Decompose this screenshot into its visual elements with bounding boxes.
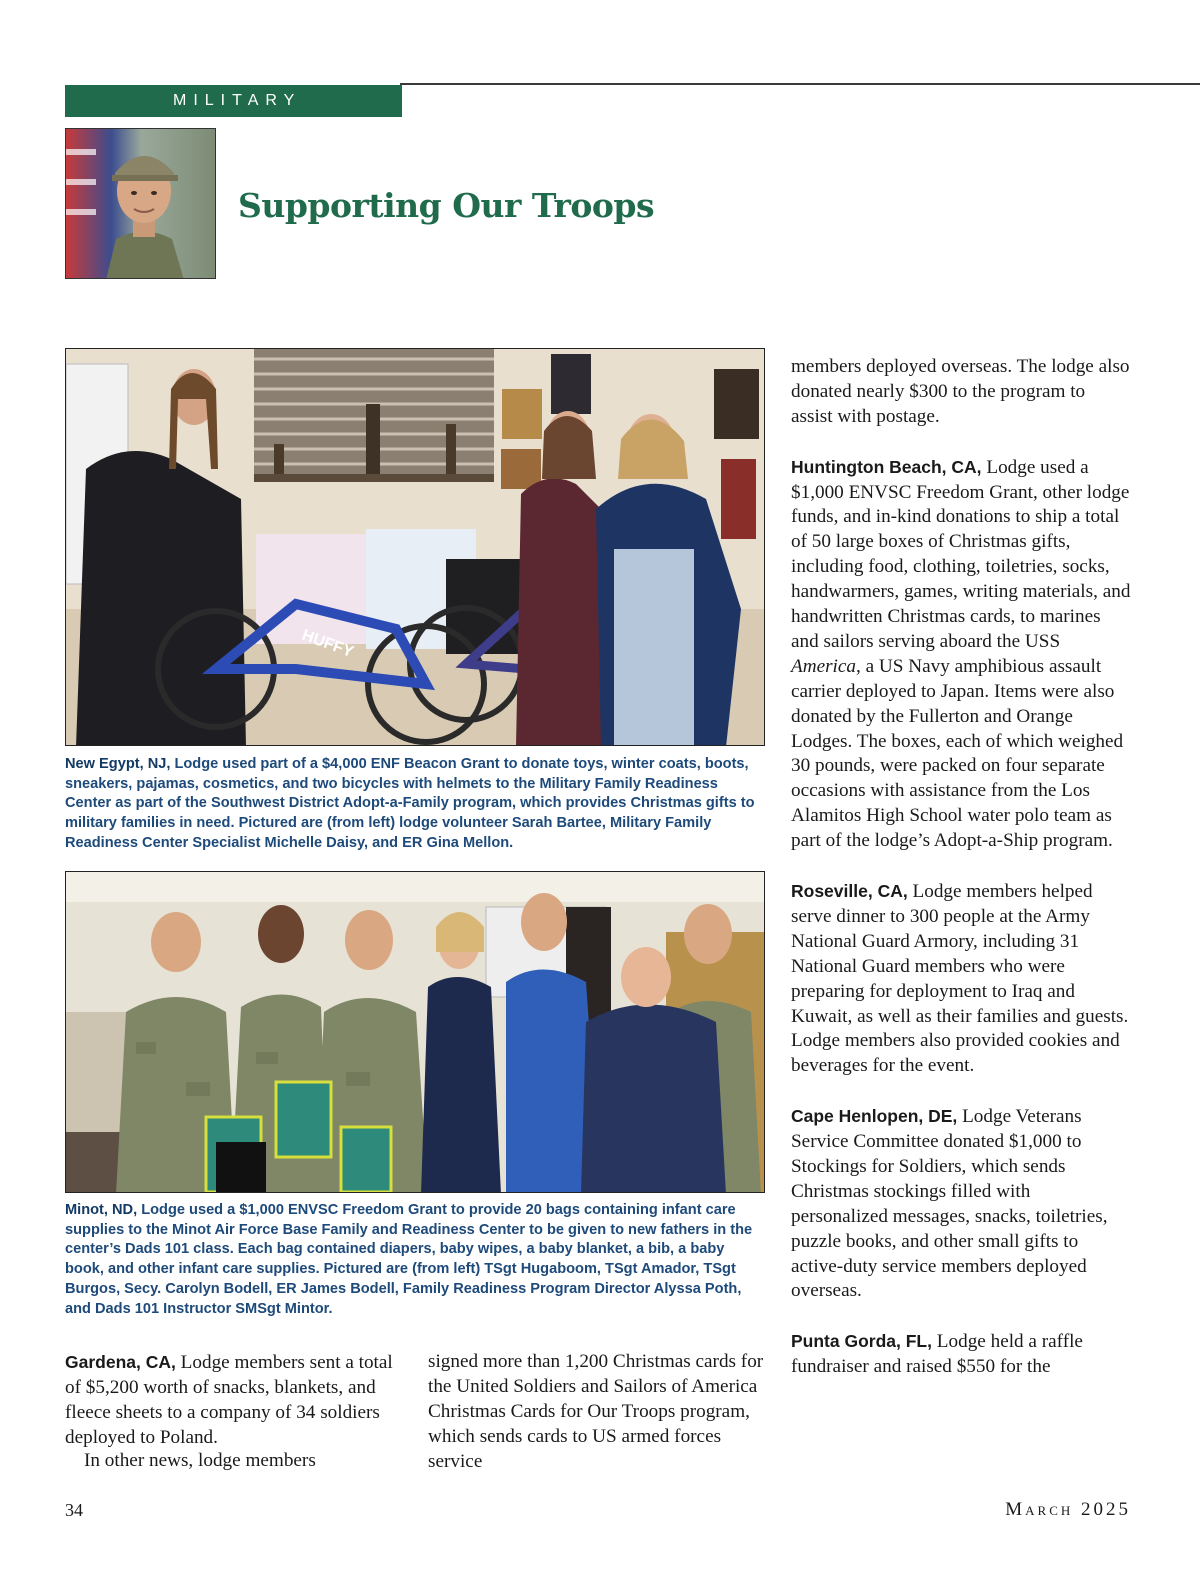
section-label: MILITARY <box>65 85 402 117</box>
huntington-text-1: Lodge used a $1,000 ENVSC Freedom Grant, other lodge funds, and in-kind donations to ship a total of 50 large boxes of Christmas gifts, including food, clothing, toiletries, socks, handwarmers, games, writing materials, and handwritten Christmas cards, to marines and sailors serving aboard the USS <box>791 456 1131 652</box>
article-column-3 <box>791 355 1131 1380</box>
new-egypt-caption <box>65 755 765 854</box>
gardena-more-part1 <box>65 1449 403 1474</box>
issue-date: March 2025 <box>1005 1499 1131 1520</box>
top-rule <box>400 83 1200 85</box>
roseville-text: Lodge members helped serve dinner to 300 people at the Army National Guard Armory, including 31 National Guard members who were preparing for deployment to Iraq and Kuwait, as well as their families and guests. Lodge members also provided cookies and beverages for the event. <box>791 881 1129 1077</box>
punta-gorda-location: Punta Gorda, FL, <box>791 1331 932 1352</box>
roseville-location: Roseville, CA, <box>791 881 908 901</box>
page-number: 34 <box>65 1500 83 1520</box>
caption-location: Minot, ND, <box>65 1202 138 1218</box>
gardena-more-text: signed more than 1,200 Christmas cards for the United Soldiers and Sailors of America Christmas Cards for Our Troops program, which sends cards to US armed forces service <box>428 1351 764 1472</box>
gardena-more-text: members deployed overseas. The lodge also donated nearly $300 to the program to assist with postage. <box>791 356 1130 427</box>
caption-text: Lodge used a $1,000 ENVSC Freedom Grant to provide 20 bags containing infant care supplies to the Minot Air Force Base Family and Readiness Center to be given to new fathers in the center’s Dads 101 class. Each bag contained diapers, baby wipes, a baby blanket, a bib, a baby book, and other infant care supplies. Pictured are (from left) TSgt Hugaboom, TSgt Amador, TSgt Burgos, Secy. Carolyn Bodell, ER James Bodell, Family Readiness Program Director Alyssa Poth, and Dads 101 Instructor SMSgt Mintor. <box>65 1202 753 1317</box>
article-gardena-column <box>65 1350 403 1451</box>
punta-gorda-text: Lodge held a raffle fundraiser and raised $550 for the <box>791 1331 1083 1378</box>
huntington-location: Huntington Beach, CA, <box>791 456 982 477</box>
minot-photo <box>65 871 765 1193</box>
caption-text: Lodge used part of a $4,000 ENF Beacon Grant to donate toys, winter coats, boots, sneakers, pajamas, cosmetics, and two bicycles with helmets to the Military Family Readiness Center as part of the Southwest District Adopt-a-Family program, which provides Christmas gifts to military families in need. Pictured are (from left) lodge volunteer Sarah Bartee, Military Family Readiness Center Specialist Michelle Daisy, and ER Gina Mellon. <box>65 756 755 851</box>
soldier-portrait-image <box>65 128 216 279</box>
minot-caption <box>65 1201 765 1319</box>
gardena-text: Lodge members sent a total of $5,200 worth of snacks, blankets, and fleece sheets to a company of 34 soldiers deployed to Poland. <box>65 1352 393 1448</box>
cape-henlopen-text: Lodge Veterans Service Committee donated $1,000 to Stockings for Soldiers, which sends Christmas stockings filled with personalized messages, snacks, toiletries, puzzle books, and other small gifts to active-duty service members deployed overseas. <box>791 1106 1108 1302</box>
bike-brand-label: HUFFY <box>299 626 356 661</box>
huntington-ship-name: America <box>791 655 857 677</box>
cape-henlopen-location: Cape Henlopen, DE, <box>791 1106 958 1127</box>
caption-location: New Egypt, NJ, <box>65 756 171 772</box>
huntington-text-2: , a US Navy amphibious assault carrier deployed to Japan. Items were also donated by the Fullerton and Orange Lodges. The boxes, each of which weighed 30 pounds, were packed on four separate occasions with assistance from the Los Alamitos High School water polo team as part of the lodge’s Adopt-a-Ship program. <box>791 655 1124 852</box>
gardena-more-part2 <box>428 1350 766 1475</box>
new-egypt-photo <box>65 348 765 746</box>
gardena-location: Gardena, CA, <box>65 1352 176 1372</box>
gardena-more-text: In other news, lodge members <box>84 1450 316 1471</box>
page-title: Supporting Our Troops <box>238 186 655 225</box>
